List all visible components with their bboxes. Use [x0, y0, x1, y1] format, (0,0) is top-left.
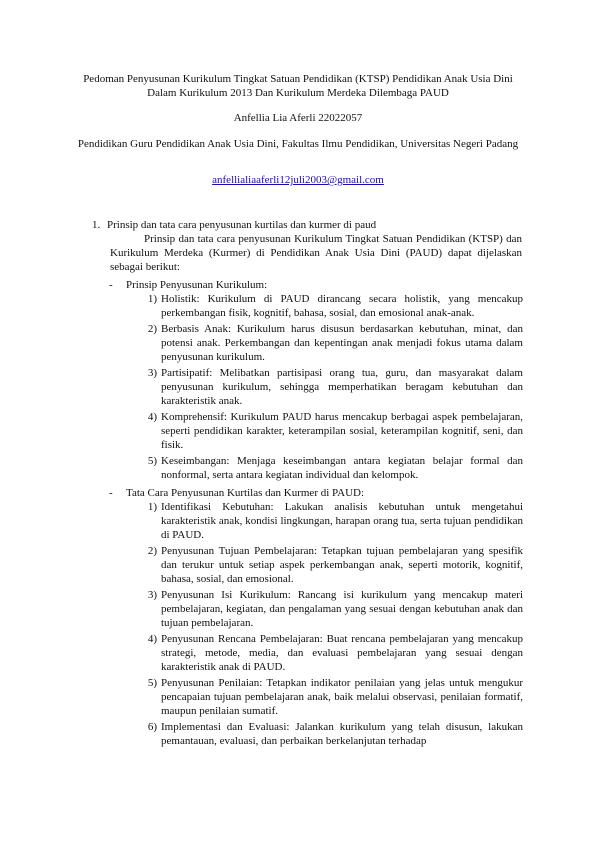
list-item-text: Penyusunan Isi Kurikulum: Rancang isi kurikulum yang mencakup materi pembelajaran, kegiatan, dan pengalaman yang sesuai dengan kebutuhan anak dan tujuan pembelajaran. [161, 589, 523, 629]
list-item-text: Komprehensif: Kurikulum PAUD harus mencakup berbagai aspek pembelajaran, seperti pendidikan karakter, keterampilan sosial, keterampilan kognitif, seni, dan fisik. [161, 411, 523, 451]
principles-list [141, 292, 523, 484]
list-item-text: Implementasi dan Evaluasi: Jalankan kurikulum yang telah disusun, lakukan pemantauan, evaluasi, dan perbaikan berkelanjutan terhadap [161, 721, 523, 747]
list-item-text: Berbasis Anak: Kurikulum harus disusun berdasarkan kebutuhan, minat, dan potensi anak. Perkembangan dan kepentingan anak menjadi fokus utama dalam penyusunan kurikulum. [161, 323, 523, 363]
dash-bullet: - [109, 487, 113, 499]
list-item-number: 4) [147, 633, 157, 645]
procedures-list [141, 500, 523, 750]
list-item [141, 720, 523, 748]
list-item [141, 292, 523, 320]
list-item-text: Penyusunan Rencana Pembelajaran: Buat rencana pembelajaran yang mencakup strategi, metode, media, dan evaluasi pembelajaran yang sesuai dengan karakteristik anak di PAUD. [161, 633, 523, 673]
list-item-number: 1) [147, 501, 157, 513]
list-item-number: 5) [147, 677, 157, 689]
author-line: Anfellia Lia Aferli 22022057 [233, 112, 363, 124]
list-item [141, 322, 523, 364]
dash-bullet: - [109, 279, 113, 291]
list-item-text: Penyusunan Penilaian: Tetapkan indikator penilaian yang jelas untuk mengukur pencapaian tujuan pembelajaran anak, baik melalui observasi, penilaian formatif, maupun penilaian sumatif. [161, 677, 523, 717]
document-title: Pedoman Penyusunan Kurikulum Tingkat Satuan Pendidikan (KTSP) Pendidikan Anak Usia Dini Dalam Kurikulum 2013 Dan Kurikulum Merdeka Dilembaga PAUD [83, 73, 513, 99]
list-item-number: 2) [147, 545, 157, 557]
list-item-number: 3) [147, 589, 157, 601]
list-item-number: 1) [147, 293, 157, 305]
subsection-title: Prinsip Penyusunan Kurikulum: [126, 279, 268, 291]
list-item-number: 6) [147, 721, 157, 733]
list-item-number: 2) [147, 323, 157, 335]
list-item [141, 410, 523, 452]
affiliation-line: Pendidikan Guru Pendidikan Anak Usia Dini, Fakultas Ilmu Pendidikan, Universitas Negeri Padang [77, 138, 519, 150]
list-item [141, 500, 523, 542]
list-item-number: 3) [147, 367, 157, 379]
section-number: 1. [92, 219, 101, 231]
email-link[interactable]: anfellialiaaferli12juli2003@gmail.com [212, 174, 384, 186]
list-item-text: Identifikasi Kebutuhan: Lakukan analisis kebutuhan untuk mengetahui karakteristik anak, kondisi lingkungan, harapan orang tua, serta tujuan pendidikan di PAUD. [161, 501, 523, 541]
list-item-number: 4) [147, 411, 157, 423]
list-item [141, 588, 523, 630]
subsection-title: Tata Cara Penyusunan Kurtilas dan Kurmer di PAUD: [126, 487, 365, 499]
list-item [141, 366, 523, 408]
list-item [141, 454, 523, 482]
list-item-text: Penyusunan Tujuan Pembelajaran: Tetapkan tujuan pembelajaran yang spesifik dan terukur untuk setiap aspek perkembangan anak, seperti motorik, kognitif, bahasa, sosial, dan emosional. [161, 545, 523, 585]
list-item [141, 544, 523, 586]
list-item-text: Holistik: Kurikulum di PAUD dirancang secara holistik, yang mencakup perkembangan fisik, kognitif, bahasa, sosial, dan emosional anak-anak. [161, 293, 523, 319]
list-item-text: Partisipatif: Melibatkan partisipasi orang tua, guru, dan masyarakat dalam penyusunan kurikulum, sehingga memperhatikan beragam kebutuhan dan karakteristik anak. [161, 367, 523, 407]
section-intro: Prinsip dan tata cara penyusunan Kurikulum Tingkat Satuan Pendidikan (KTSP) dan Kurikulum Merdeka (Kurmer) di Pendidikan Anak Usia Dini (PAUD) dapat dijelaskan sebagai berikut: [110, 233, 522, 273]
list-item [141, 676, 523, 718]
list-item-number: 5) [147, 455, 157, 467]
section-title: Prinsip dan tata cara penyusunan kurtilas dan kurmer di paud [107, 219, 377, 231]
list-item-text: Keseimbangan: Menjaga keseimbangan antara kegiatan belajar formal dan nonformal, serta antara kegiatan individual dan kelompok. [161, 455, 523, 481]
list-item [141, 632, 523, 674]
